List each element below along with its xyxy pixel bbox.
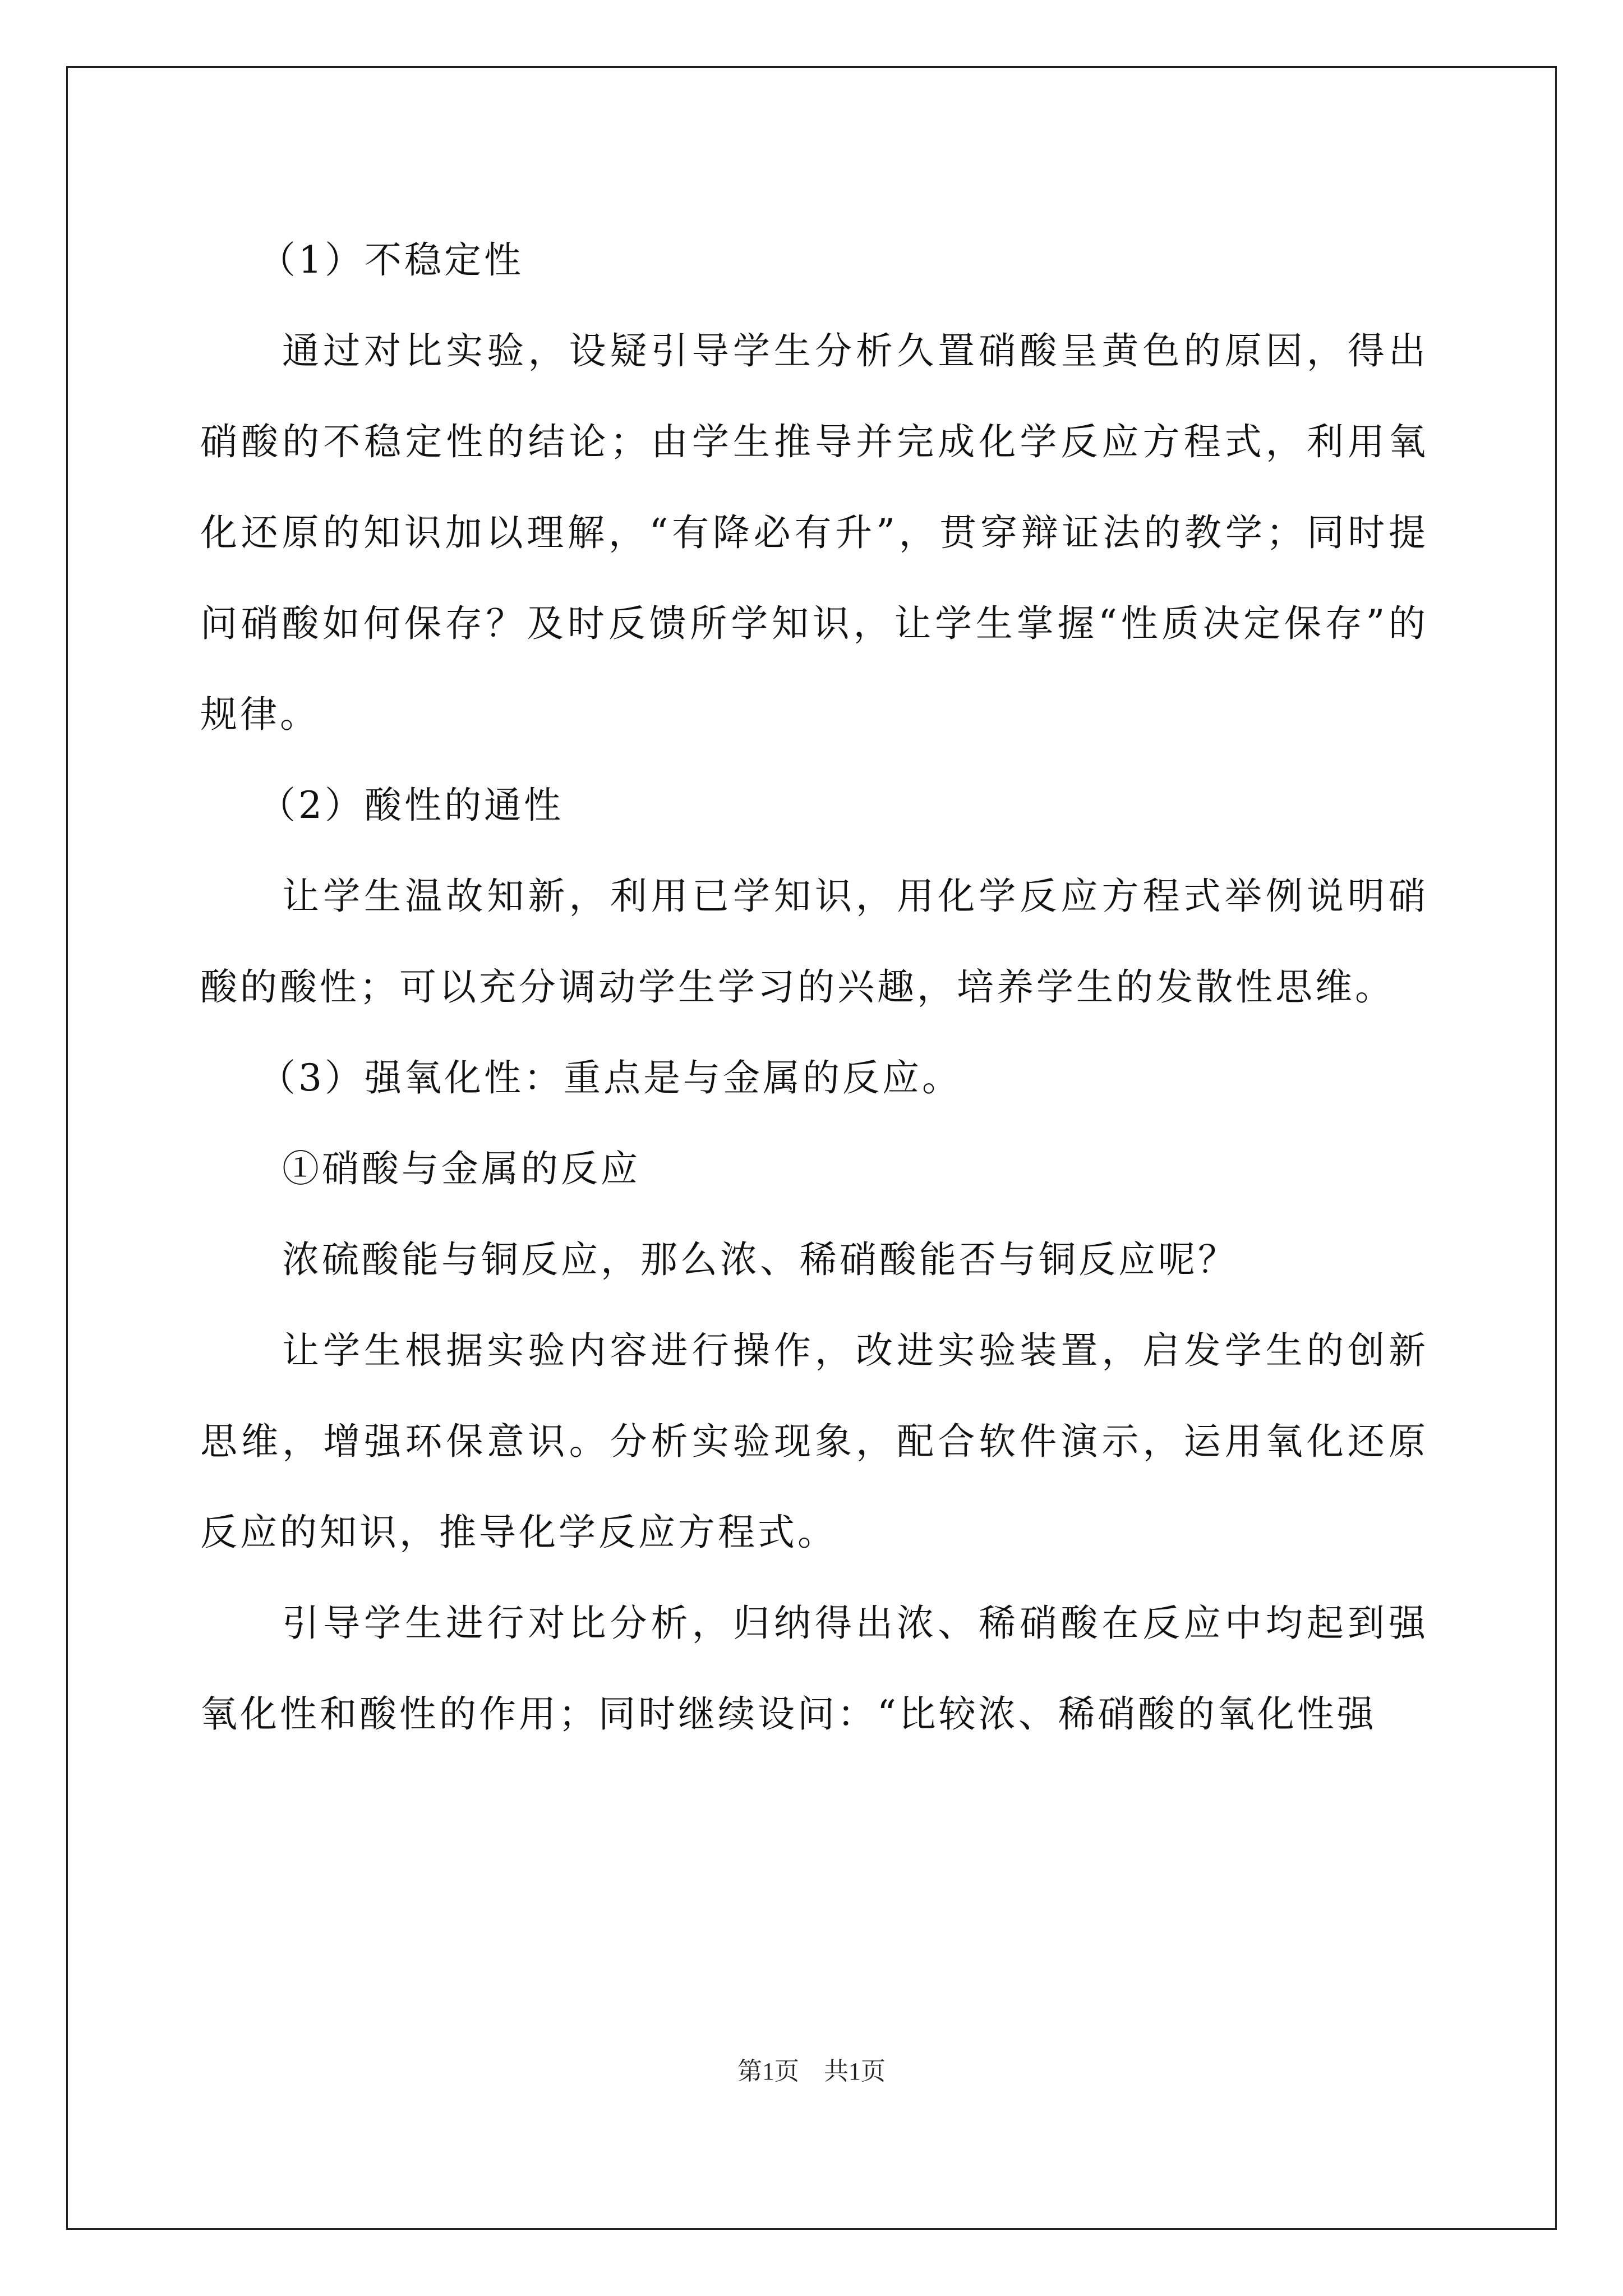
page-footer	[0, 2051, 1623, 2087]
section-heading-acidity: （2）酸性的通性	[259, 784, 564, 827]
page-number: 第1页	[737, 2058, 799, 2085]
subheading-metal-reaction: ①硝酸与金属的反应	[282, 1147, 640, 1190]
paragraph-acidity: 让学生温故知新，利用已学知识，用化学反应方程式举例说明硝酸的酸性；可以充分调动学生学习的兴趣，培养学生的发散性思维。	[200, 875, 1428, 1009]
paragraph-experiment: 让学生根据实验内容进行操作，改进实验装置，启发学生的创新思维，增强环保意识。分析实验现象，配合软件演示，运用氧化还原反应的知识，推导化学反应方程式。	[200, 1329, 1428, 1554]
paragraph-comparison: 引导学生进行对比分析，归纳得出浓、稀硝酸在反应中均起到强氧化性和酸性的作用；同时继续设问：“比较浓、稀硝酸的氧化性强	[200, 1602, 1428, 1736]
document-body	[200, 215, 1428, 1760]
section-heading-oxidizing: （3）强氧化性：重点是与金属的反应。	[259, 1056, 962, 1099]
paragraph-instability: 通过对比实验，设疑引导学生分析久置硝酸呈黄色的原因，得出硝酸的不稳定性的结论；由学生推导并完成化学反应方程式，利用氧化还原的知识加以理解，“有降必有升”，贯穿辩证法的教学；同时提问硝酸如何保存？及时反馈所学知识，让学生掌握“性质决定保存”的规律。	[200, 329, 1428, 736]
section-heading-instability: （1）不稳定性	[259, 238, 524, 282]
paragraph-question: 浓硫酸能与铜反应，那么浓、稀硝酸能否与铜反应呢？	[282, 1238, 1238, 1281]
page-total: 共1页	[824, 2058, 886, 2085]
